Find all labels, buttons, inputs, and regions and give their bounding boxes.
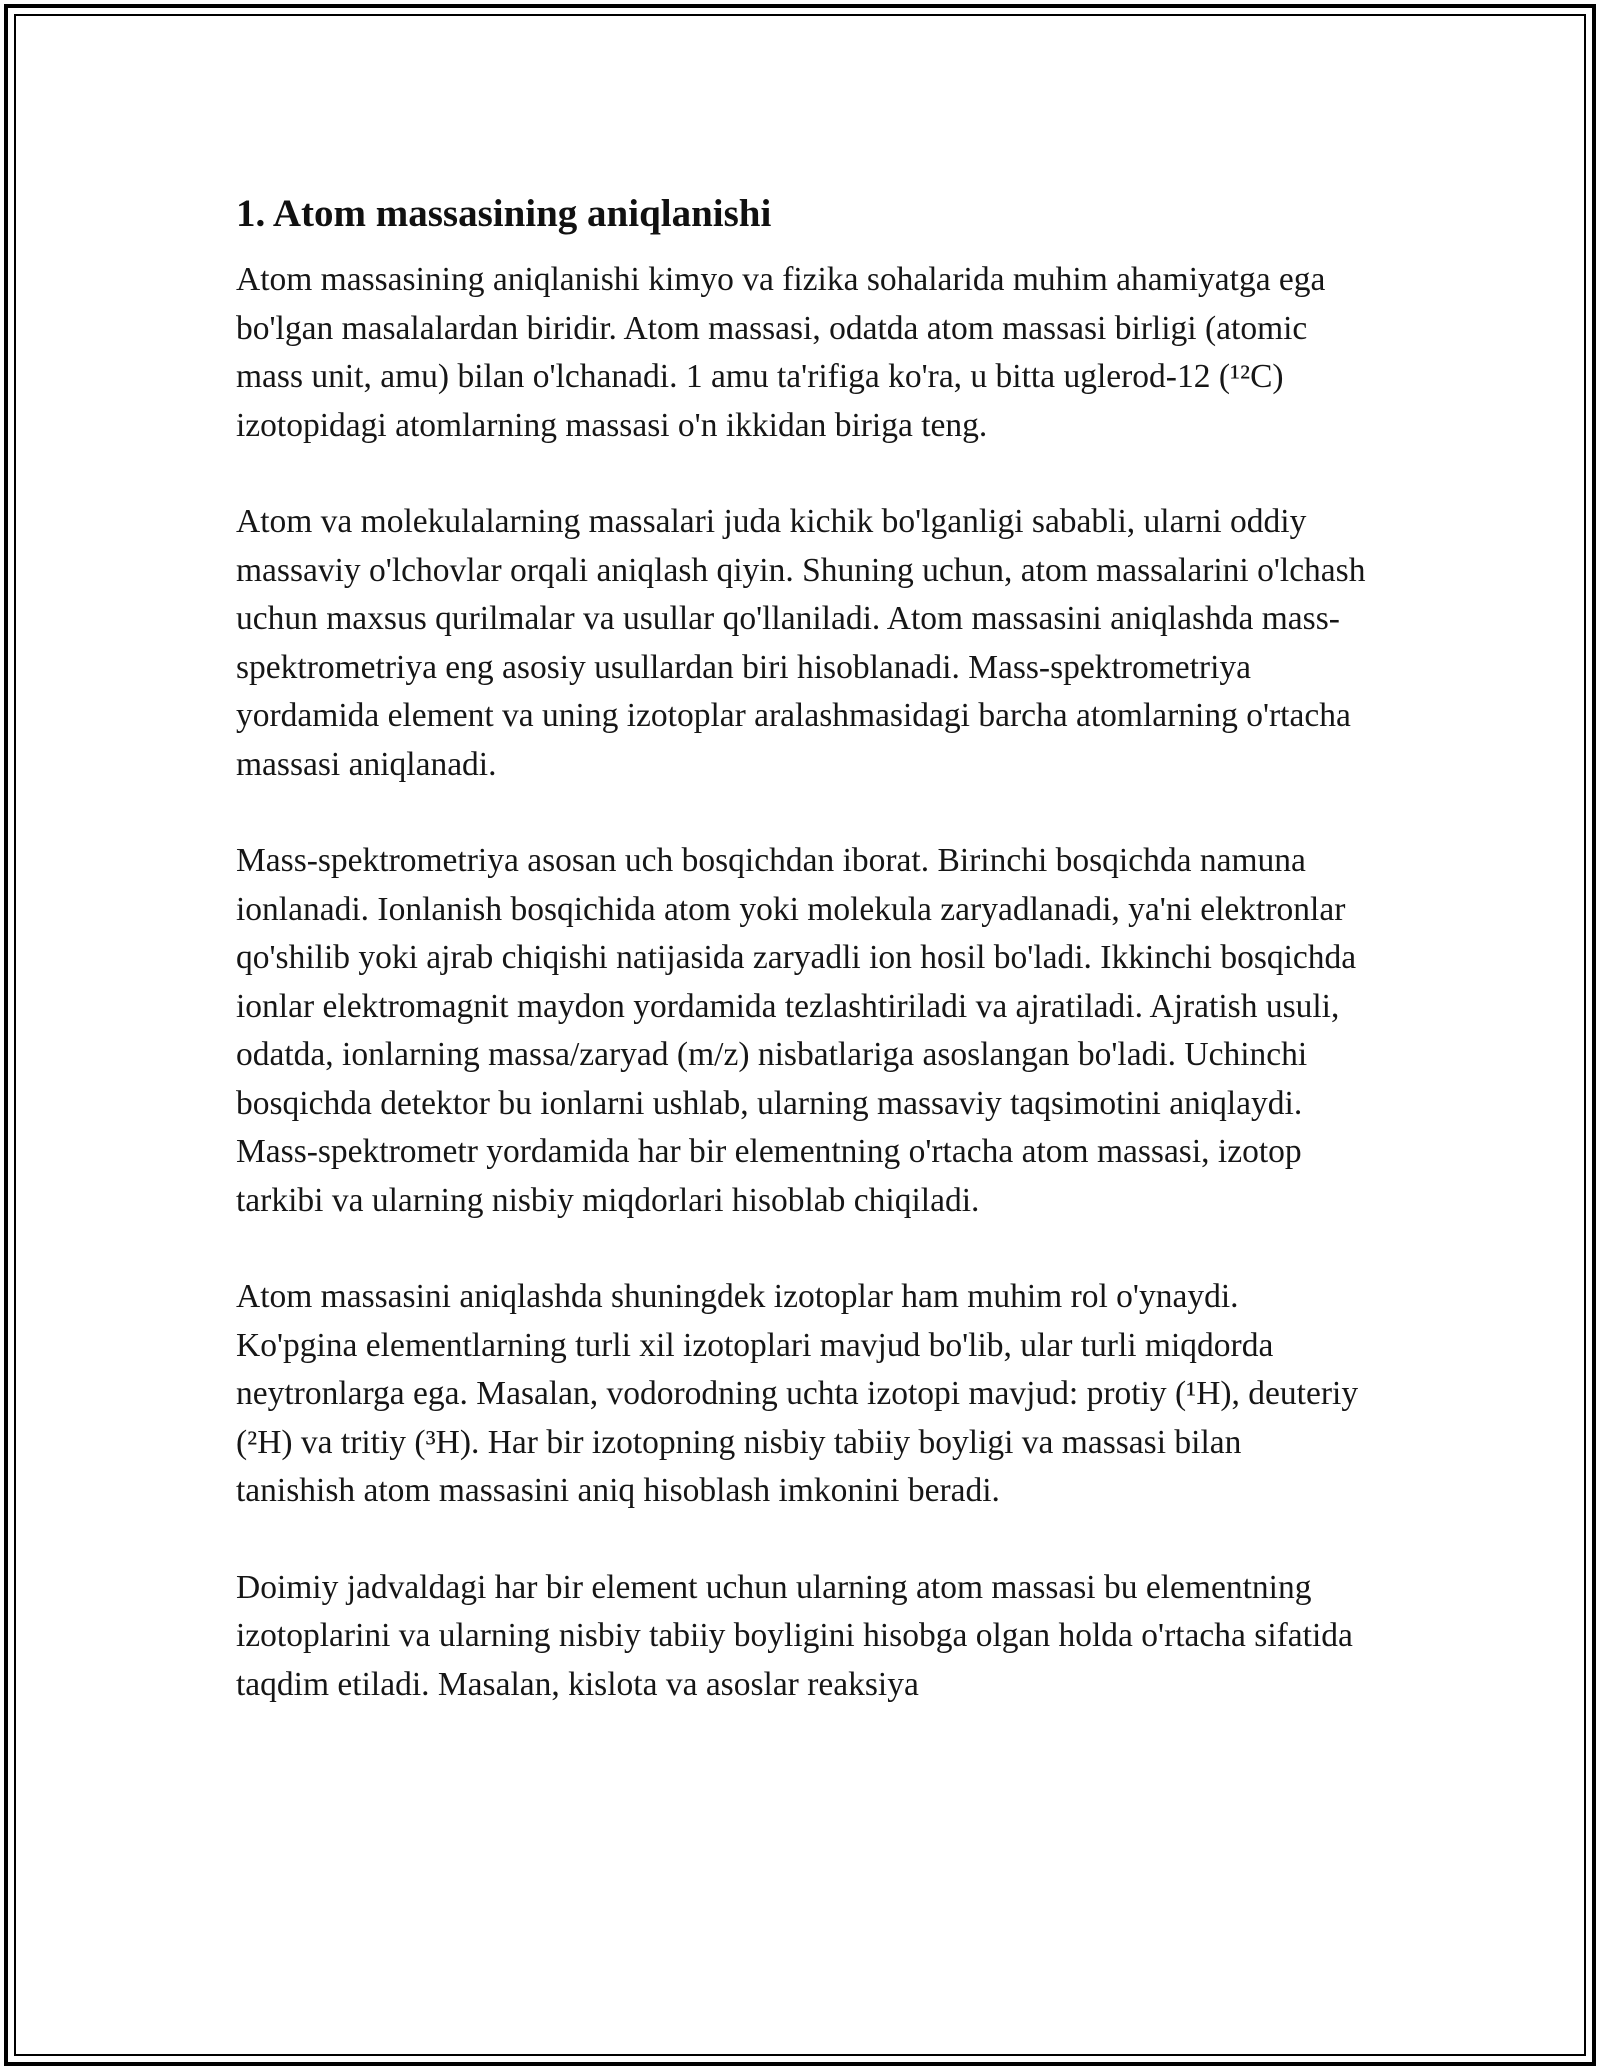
paragraph-4: Atom massasini aniqlashda shuningdek izotoplar ham muhim rol o'ynaydi. Ko'pgina elementlarning turli xil izotoplari mavjud bo'lib, ular turli miqdorda neytronlarga ega. Masalan, vodorodning uchta izotopi mavjud: protiy (¹H), deuteriy (²H) va tritiy (³H). Har bir izotopning nisbiy tabiiy boyligi va massasi bilan tanishish atom massasini aniq hisoblash imkonini beradi. <box>236 1278 1359 1509</box>
paragraph-3: Mass-spektrometriya asosan uch bosqichdan iborat. Birinchi bosqichda namuna ionlanadi. Ionlanish bosqichida atom yoki molekula zaryadlanadi, ya'ni elektronlar qo'shilib yoki ajrab chiqishi natijasida zaryadli ion hosil bo'ladi. Ikkinchi bosqichda ionlar elektromagnit maydon yordamida tezlashtiriladi va ajratiladi. Ajratish usuli, odatda, ionlarning massa/zaryad (m/z) nisbatlariga asoslangan bo'ladi. Uchinchi bosqichda detektor bu ionlarni ushlab, ularning massaviy taqsimotini aniqlaydi. Mass-spektrometr yordamida har bir elementning o'rtacha atom massasi, izotop tarkibi va ularning nisbiy miqdorlari hisoblab chiqiladi. <box>236 842 1357 1219</box>
paragraph-5: Doimiy jadvaldagi har bir element uchun ularning atom massasi bu elementning izotoplarini va ularning nisbiy tabiiy boyligini hisobga olgan holda o'rtacha sifatida taqdim etiladi. Masalan, kislota va asoslar reaksiya <box>236 1568 1353 1703</box>
paragraph-2: Atom va molekulalarning massalari juda kichik bo'lganligi sababli, ularni oddiy massaviy o'lchovlar orqali aniqlash qiyin. Shuning uchun, atom massalarini o'lchash uchun maxsus qurilmalar va usullar qo'llaniladi. Atom massasini aniqlashda mass-spektrometriya eng asosiy usullardan biri hisoblanadi. Mass-spektrometriya yordamida element va uning izotoplar aralashmasidagi barcha atomlarning o'rtacha massasi aniqlanadi. <box>236 503 1366 783</box>
document-body <box>236 188 1366 1757</box>
section-title: 1. Atom massasining aniqlanishi <box>236 192 772 235</box>
paragraph-1: Atom massasining aniqlanishi kimyo va fizika sohalarida muhim ahamiyatga ega bo'lgan masalalardan biridir. Atom massasi, odatda atom massasi birligi (atomic mass unit, amu) bilan o'lchanadi. 1 amu ta'rifiga ko'ra, u bitta uglerod-12 (¹²C) izotopidagi atomlarning massasi o'n ikkidan biriga teng. <box>236 261 1326 444</box>
